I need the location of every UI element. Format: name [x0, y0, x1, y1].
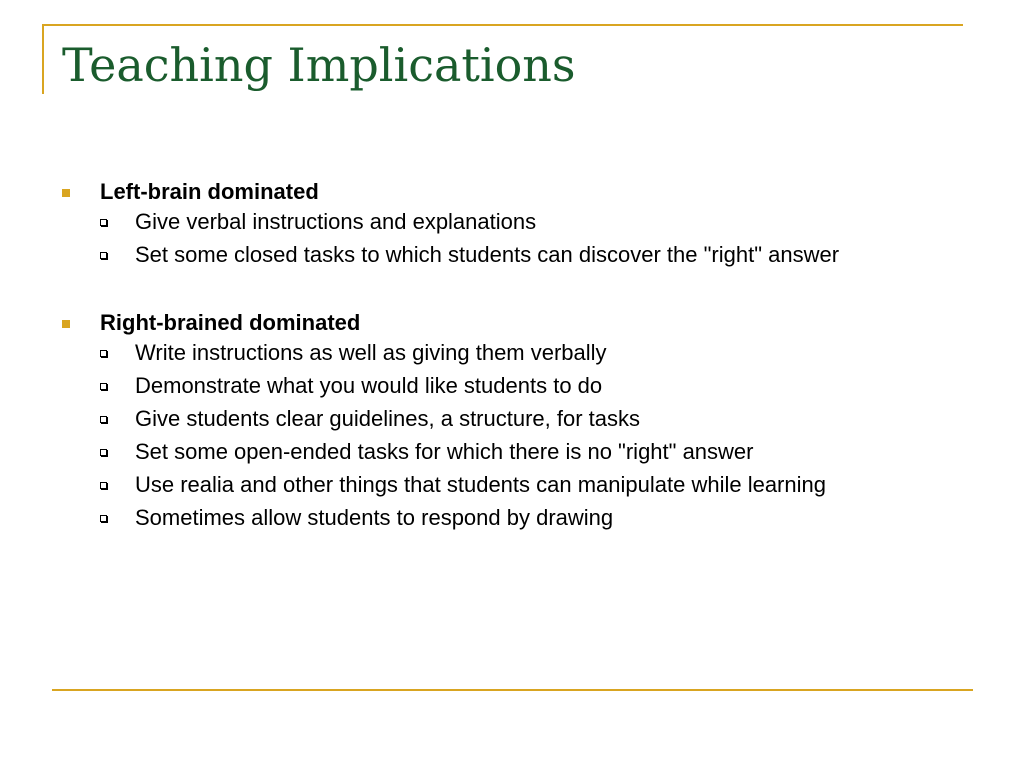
list-item — [62, 374, 942, 398]
hollow-square-bullet-icon — [100, 219, 107, 226]
section-heading-text: Left-brain dominated — [100, 179, 319, 204]
frame-left-line — [42, 24, 44, 94]
hollow-square-bullet-icon — [100, 515, 107, 522]
square-bullet-icon — [62, 189, 70, 197]
section-heading-text: Right-brained dominated — [100, 310, 361, 335]
hollow-square-bullet-icon — [100, 252, 107, 259]
slide-title: Teaching Implications — [62, 38, 576, 92]
section-heading — [62, 309, 942, 337]
list-item — [62, 473, 942, 497]
bullet-list — [62, 210, 942, 267]
list-item-text: Give verbal instructions and explanations — [135, 209, 537, 234]
square-bullet-icon — [62, 320, 70, 328]
section-left-brain — [62, 178, 942, 267]
frame-top-line — [42, 24, 963, 26]
list-item — [62, 210, 942, 234]
hollow-square-bullet-icon — [100, 482, 107, 489]
list-item-text: Write instructions as well as giving them verbally — [135, 340, 607, 365]
section-right-brain — [62, 309, 942, 530]
list-item-text: Sometimes allow students to respond by drawing — [135, 505, 614, 530]
hollow-square-bullet-icon — [100, 350, 107, 357]
section-heading — [62, 178, 942, 206]
slide-body — [62, 178, 942, 572]
list-item — [62, 506, 942, 530]
list-item — [62, 440, 942, 464]
list-item — [62, 407, 942, 431]
list-item-text: Give students clear guidelines, a structure, for tasks — [135, 406, 641, 431]
hollow-square-bullet-icon — [100, 416, 107, 423]
list-item-text: Set some closed tasks to which students can discover the "right" answer — [135, 242, 840, 267]
bullet-list — [62, 341, 942, 530]
hollow-square-bullet-icon — [100, 449, 107, 456]
list-item-text: Demonstrate what you would like students to do — [135, 373, 603, 398]
list-item — [62, 243, 942, 267]
frame-bottom-line — [52, 689, 973, 691]
list-item-text: Use realia and other things that students can manipulate while learning — [135, 472, 826, 497]
list-item — [62, 341, 942, 365]
hollow-square-bullet-icon — [100, 383, 107, 390]
list-item-text: Set some open-ended tasks for which there is no "right" answer — [135, 439, 754, 464]
